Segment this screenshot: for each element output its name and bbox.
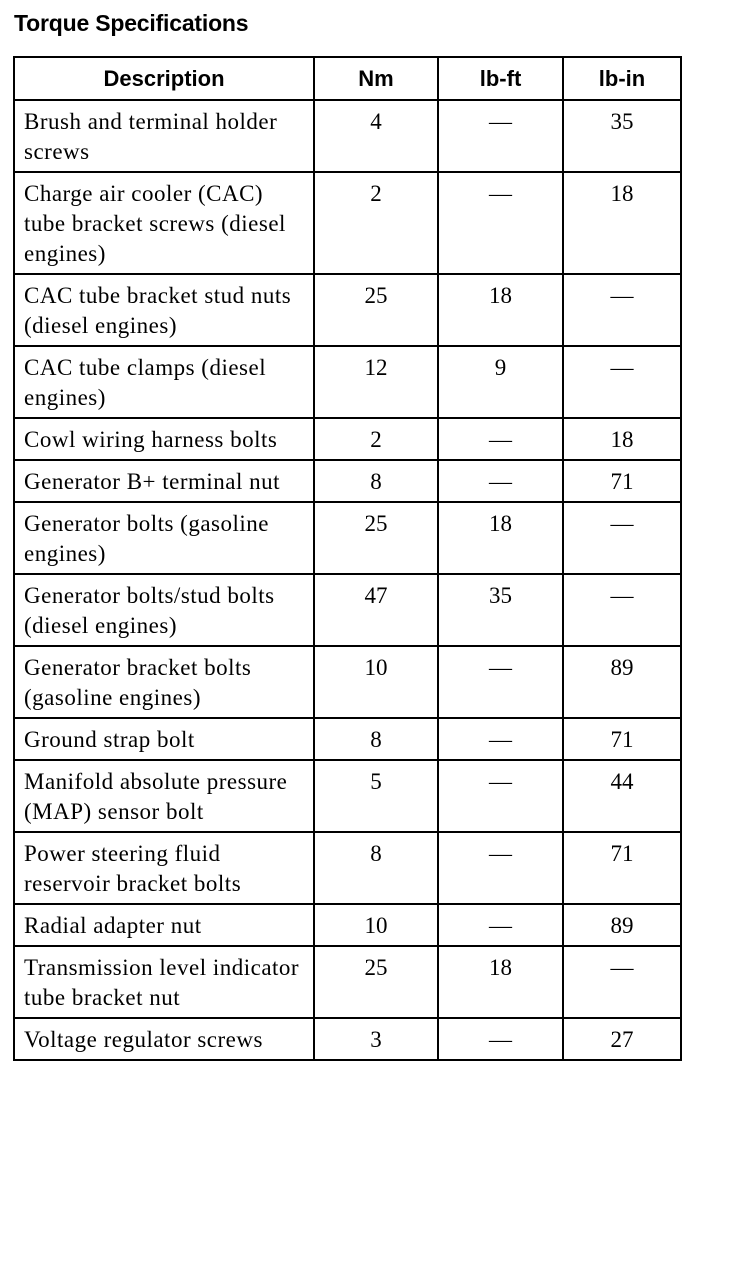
table-body [14, 100, 681, 1060]
nm-cell: 25 [314, 946, 438, 1018]
description-cell: Cowl wiring harness bolts [14, 418, 314, 460]
nm-cell: 25 [314, 274, 438, 346]
lb-ft-cell: — [438, 718, 563, 760]
description-cell: CAC tube bracket stud nuts (diesel engines) [14, 274, 314, 346]
lb-in-cell: 18 [563, 418, 681, 460]
header-lb-ft: lb-ft [438, 57, 563, 100]
lb-in-cell: — [563, 274, 681, 346]
table-row [14, 832, 681, 904]
header-description: Description [14, 57, 314, 100]
lb-in-cell: — [563, 946, 681, 1018]
description-cell: Charge air cooler (CAC) tube bracket screws (diesel engines) [14, 172, 314, 274]
description-cell: CAC tube clamps (diesel engines) [14, 346, 314, 418]
nm-cell: 2 [314, 418, 438, 460]
lb-in-cell: — [563, 346, 681, 418]
description-cell: Brush and terminal holder screws [14, 100, 314, 172]
description-cell: Voltage regulator screws [14, 1018, 314, 1060]
lb-ft-cell: 9 [438, 346, 563, 418]
lb-ft-cell: — [438, 1018, 563, 1060]
table-row [14, 574, 681, 646]
lb-ft-cell: — [438, 832, 563, 904]
lb-in-cell: 71 [563, 460, 681, 502]
table-row [14, 418, 681, 460]
nm-cell: 5 [314, 760, 438, 832]
lb-ft-cell: — [438, 418, 563, 460]
lb-in-cell: 27 [563, 1018, 681, 1060]
table-row [14, 100, 681, 172]
table-row [14, 1018, 681, 1060]
table-row [14, 904, 681, 946]
description-cell: Generator B+ terminal nut [14, 460, 314, 502]
description-cell: Radial adapter nut [14, 904, 314, 946]
lb-in-cell: 35 [563, 100, 681, 172]
torque-spec-table [13, 56, 682, 1061]
lb-ft-cell: 18 [438, 502, 563, 574]
nm-cell: 10 [314, 904, 438, 946]
lb-ft-cell: — [438, 904, 563, 946]
nm-cell: 12 [314, 346, 438, 418]
header-row [14, 57, 681, 100]
table-row [14, 646, 681, 718]
lb-in-cell: 44 [563, 760, 681, 832]
nm-cell: 4 [314, 100, 438, 172]
lb-in-cell: 18 [563, 172, 681, 274]
header-lb-in: lb-in [563, 57, 681, 100]
lb-in-cell: 71 [563, 718, 681, 760]
table-row [14, 502, 681, 574]
nm-cell: 8 [314, 718, 438, 760]
table-row [14, 946, 681, 1018]
table-row [14, 172, 681, 274]
lb-in-cell: 89 [563, 904, 681, 946]
lb-ft-cell: — [438, 760, 563, 832]
description-cell: Generator bolts/stud bolts (diesel engines) [14, 574, 314, 646]
lb-ft-cell: 18 [438, 946, 563, 1018]
nm-cell: 3 [314, 1018, 438, 1060]
nm-cell: 10 [314, 646, 438, 718]
description-cell: Transmission level indicator tube bracket nut [14, 946, 314, 1018]
table-row [14, 718, 681, 760]
nm-cell: 8 [314, 832, 438, 904]
lb-in-cell: — [563, 574, 681, 646]
lb-ft-cell: — [438, 646, 563, 718]
lb-in-cell: 71 [563, 832, 681, 904]
table-row [14, 274, 681, 346]
lb-ft-cell: — [438, 460, 563, 502]
header-nm: Nm [314, 57, 438, 100]
lb-in-cell: — [563, 502, 681, 574]
lb-ft-cell: — [438, 172, 563, 274]
description-cell: Ground strap bolt [14, 718, 314, 760]
lb-ft-cell: — [438, 100, 563, 172]
table-row [14, 760, 681, 832]
description-cell: Power steering fluid reservoir bracket bolts [14, 832, 314, 904]
nm-cell: 8 [314, 460, 438, 502]
table-header [14, 57, 681, 100]
description-cell: Manifold absolute pressure (MAP) sensor bolt [14, 760, 314, 832]
table-row [14, 460, 681, 502]
lb-ft-cell: 35 [438, 574, 563, 646]
lb-ft-cell: 18 [438, 274, 563, 346]
description-cell: Generator bracket bolts (gasoline engines) [14, 646, 314, 718]
table-row [14, 346, 681, 418]
nm-cell: 2 [314, 172, 438, 274]
nm-cell: 25 [314, 502, 438, 574]
nm-cell: 47 [314, 574, 438, 646]
description-cell: Generator bolts (gasoline engines) [14, 502, 314, 574]
page-title: Torque Specifications [14, 10, 249, 36]
lb-in-cell: 89 [563, 646, 681, 718]
